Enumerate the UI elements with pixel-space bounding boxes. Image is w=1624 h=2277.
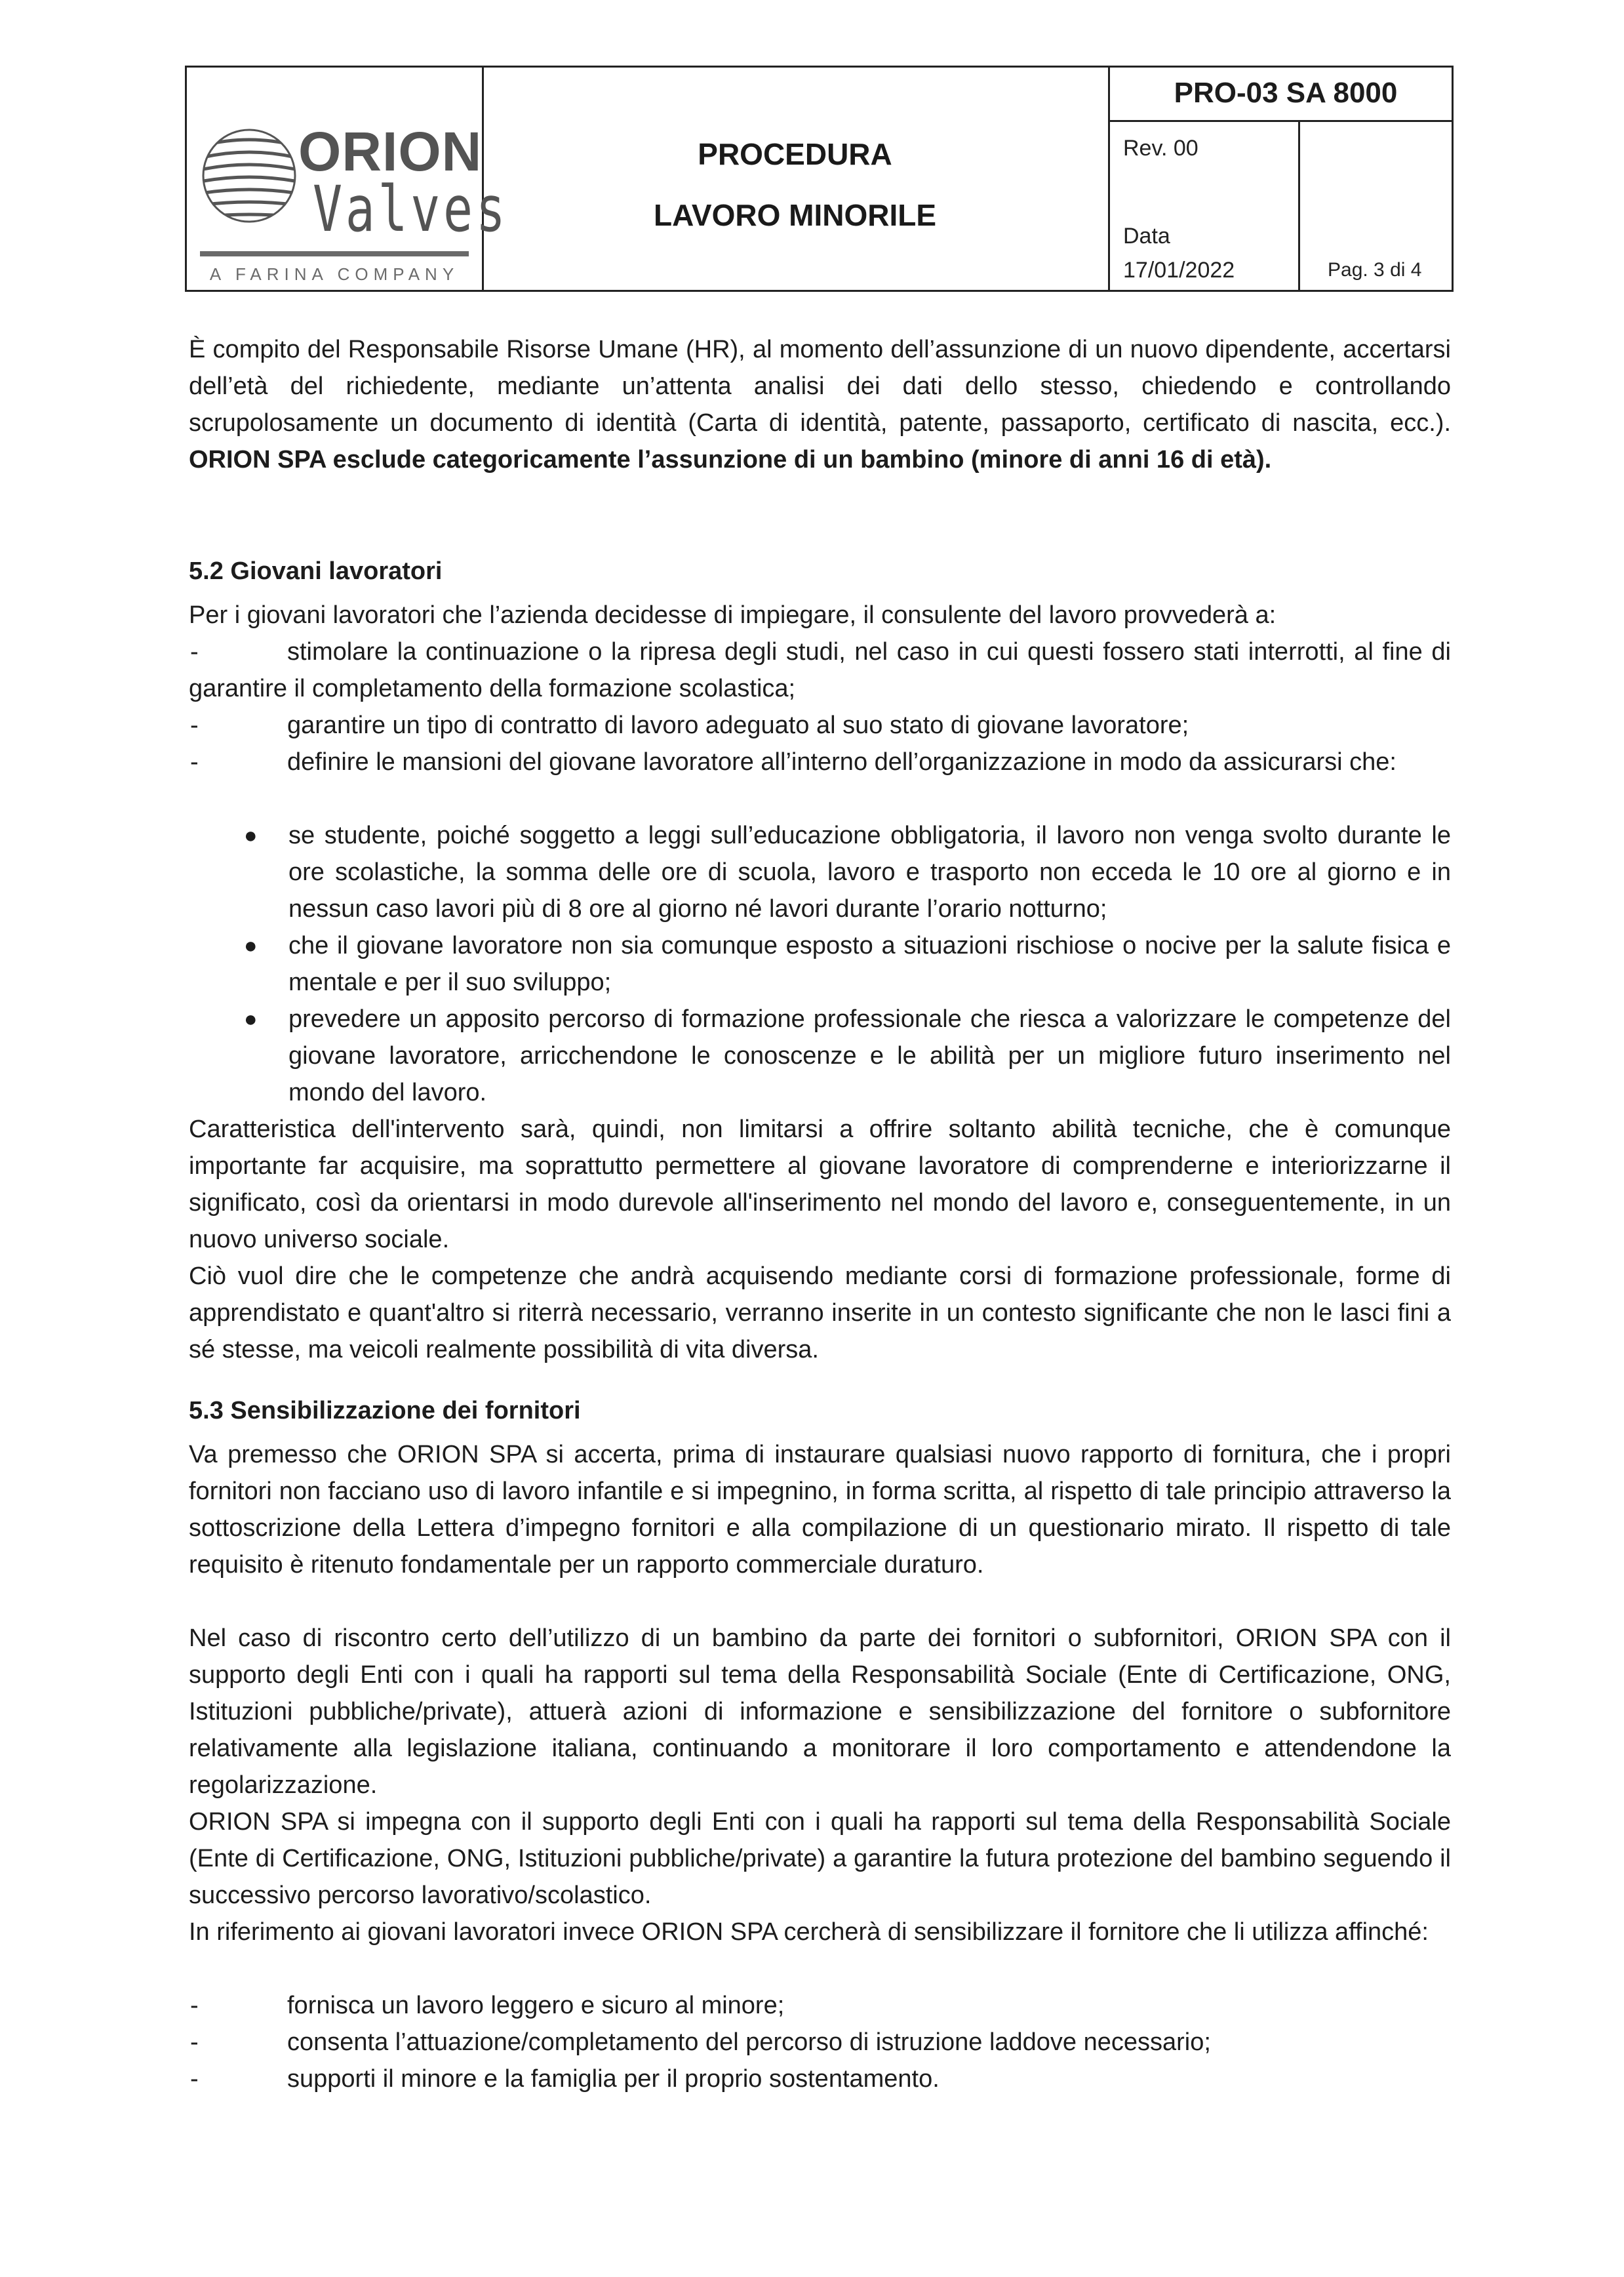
bullet-marker: ● — [244, 1007, 258, 1032]
section-5-3-paragraph: Va premesso che ORION SPA si accerta, prima di instaurare qualsiasi nuovo rapporto di fornitura, che i propri fornitori non facciano uso di lavoro infantile e si impegnino, in forma scritta, al rispetto di tale principio attraverso la sottoscrizione della Lettera d’impegno fornitori e alla compilazione di un questionario mirato. Il rispetto di tale requisito è ritenuto fondamentale per un rapporto commerciale duraturo. — [189, 1441, 1451, 1579]
section-5-3-paragraph: ORION SPA si impegna con il supporto degli Enti con i quali ha rapporti sul tema della Responsabilità Sociale (Ente di Certificazione, ONG, Istituzioni pubbliche/private) a garantire la futura protezione del bambino seguendo il successivo percorso lavorativo/scolastico. — [189, 1808, 1451, 1909]
bullet-item: se studente, poiché soggetto a leggi sull’educazione obbligatoria, il lavoro non venga svolto durante le ore scolastiche, la somma delle ore di scuola, lavoro e trasporto non ecceda le 10 ore al giorno e in nessun caso lavori più di 8 ore al giorno né lavori durante l’orario notturno; — [288, 822, 1451, 923]
date-label: Data — [1123, 224, 1170, 249]
document-code: PRO-03 SA 8000 — [1174, 77, 1398, 109]
dash-marker: - — [190, 1992, 199, 2019]
header-divider — [1108, 120, 1452, 122]
dash-marker: - — [190, 2065, 199, 2093]
bullet-item: che il giovane lavoratore non sia comunque esposto a situazioni rischiose o nocive per la salute fisica e mentale e per il suo sviluppo; — [288, 932, 1451, 996]
intro-paragraph — [189, 331, 1451, 478]
dash-marker: - — [190, 712, 199, 739]
list-item: consenta l’attuazione/completamento del percorso di istruzione laddove necessario; — [287, 2028, 1211, 2056]
page-number: Pag. 3 di 4 — [1328, 259, 1422, 281]
bullet-marker: ● — [244, 823, 258, 848]
section-5-2-paragraph: Ciò vuol dire che le competenze che andrà acquisendo mediante corsi di formazione professionale, forme di apprendistato e quant'altro si riterrà necessario, verranno inserite in un contesto significante che non le lasci fini a sé stesse, ma veicoli realmente possibilità di vita diversa. — [189, 1262, 1451, 1363]
document-title: LAVORO MINORILE — [653, 198, 937, 232]
globe-icon — [200, 127, 298, 225]
bullet-marker: ● — [244, 933, 258, 958]
document-type: PROCEDURA — [698, 137, 892, 171]
header-divider — [1108, 68, 1110, 290]
header-divider — [1298, 120, 1300, 290]
bullet-item: prevedere un apposito percorso di formazione professionale che riesca a valorizzare le competenze del giovane lavoratore, arricchendone le conoscenze e le abilità per un migliore futuro inserimento nel mondo del lavoro. — [288, 1005, 1451, 1106]
section-5-2-paragraph: Caratteristica dell'intervento sarà, quindi, non limitarsi a offrire soltanto abilità tecniche, che è comunque importante far acquisire, ma soprattutto permettere al giovane lavoratore di comprenderne e interiorizzarne il significato, così da orientarsi in modo durevole all'inserimento nel mondo del lavoro e, conseguentemente, in un nuovo universo sociale. — [189, 1116, 1451, 1253]
logo-brand: ORION — [298, 121, 483, 182]
document-header — [185, 66, 1454, 292]
dash-marker: - — [190, 2028, 199, 2056]
list-item: definire le mansioni del giovane lavoratore all’interno dell’organizzazione in modo da assicurarsi che: — [287, 748, 1396, 776]
company-logo — [200, 120, 509, 284]
section-5-2-lead: Per i giovani lavoratori che l’azienda decidesse di impiegare, il consulente del lavoro provvederà a: — [189, 601, 1277, 629]
section-heading-5-2: 5.2 Giovani lavoratori — [189, 557, 443, 585]
logo-bar — [200, 251, 469, 256]
list-item: stimolare la continuazione o la ripresa degli studi, nel caso in cui questi fossero stati interrotti, al fine di garantire il completamento della formazione scolastica; — [189, 638, 1451, 702]
revision: Rev. 00 — [1123, 136, 1198, 161]
dash-marker: - — [190, 638, 199, 666]
logo-product: Valves — [313, 172, 509, 246]
intro-text: È compito del Responsabile Risorse Umane (HR), al momento dell’assunzione di un nuovo dipendente, accertarsi dell’età del richiedente, mediante un’attenta analisi dei dati dello stesso, chiedendo e controllando scrupolosamente un documento di identità (Carta di identità, patente, passaporto, certificato di nascita, ecc.). — [189, 336, 1451, 437]
intro-bold-text: ORION SPA esclude categoricamente l’assunzione di un bambino (minore di anni 16 di età). — [189, 446, 1272, 474]
dash-marker: - — [190, 748, 199, 776]
logo-tagline: A FARINA COMPANY — [209, 264, 460, 284]
section-5-3-paragraph: In riferimento ai giovani lavoratori invece ORION SPA cercherà di sensibilizzare il fornitore che li utilizza affinché: — [189, 1918, 1429, 1946]
list-item: fornisca un lavoro leggero e sicuro al minore; — [287, 1992, 785, 2019]
section-5-3-paragraph: Nel caso di riscontro certo dell’utilizzo di un bambino da parte dei fornitori o subfornitori, ORION SPA con il supporto degli Enti con i quali ha rapporti sul tema della Responsabilità Sociale (Ente di Certificazione, ONG, Istituzioni pubbliche/private), attuerà azioni di informazione e sensibilizzazione del fornitore o subfornitore relativamente alla legislazione italiana, continuando a monitorare il loro comportamento e attendendone la regolarizzazione. — [189, 1624, 1451, 1799]
section-heading-5-3: 5.3 Sensibilizzazione dei fornitori — [189, 1397, 581, 1424]
list-item: garantire un tipo di contratto di lavoro adeguato al suo stato di giovane lavoratore; — [287, 712, 1189, 739]
date-value: 17/01/2022 — [1123, 258, 1235, 283]
list-item: supporti il minore e la famiglia per il proprio sostentamento. — [287, 2065, 940, 2093]
